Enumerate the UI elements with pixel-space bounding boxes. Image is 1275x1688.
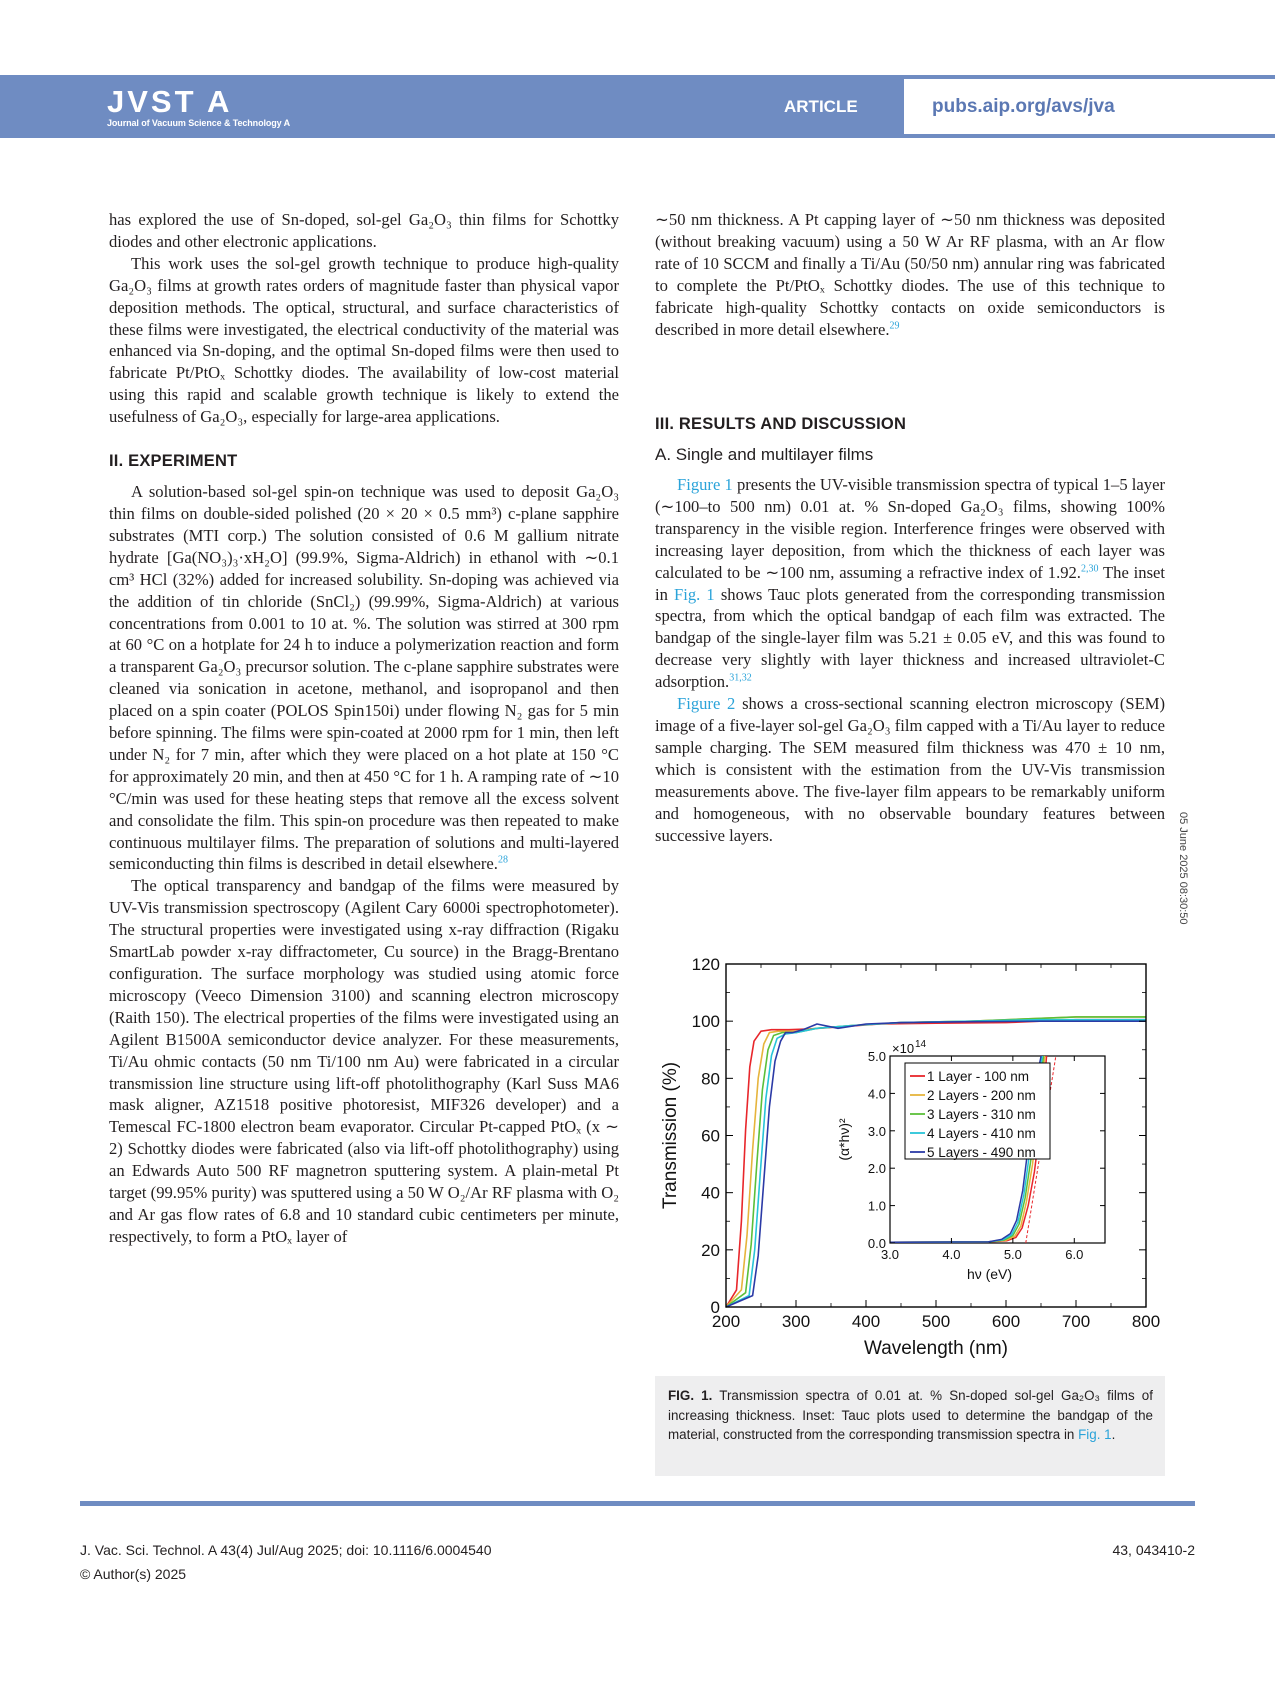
x-tick-label: 700 [1061,1312,1091,1331]
x-tick-label: 200 [711,1312,741,1331]
right-column-results [655,413,1165,846]
x-tick-label: 400 [851,1312,881,1331]
inset-y-tick-label: 1.0 [867,1198,886,1214]
inset-x-tick-label: 4.0 [942,1247,961,1262]
legend-label-3: 3 Layers - 310 nm [927,1107,1036,1122]
legend-label-2: 2 Layers - 200 nm [927,1088,1036,1103]
paragraph-figure2 [655,693,1165,846]
y-tick-label: 20 [701,1240,720,1260]
x-tick-label: 600 [991,1312,1021,1331]
reference-link[interactable]: 28 [497,854,508,866]
inset-y-tick-label: 0.0 [867,1236,886,1251]
paragraph-text: shows a cross-sectional scanning electron microscopy (SEM) image of a five-layer sol-gel Ga₂O₃ film capped with a Ti/Au layer to reduce sample charging. The SEM measured film thickness was 470 ± 10 nm, which is consistent with the estimation from the UV-Vis transmission measurements above. The five-layer film appears to be remarkably uniform and homogeneous, with no observable boundary features between successive layers. [655,694,1165,845]
figure-caption [655,1376,1165,1476]
x-tick-label: 800 [1131,1312,1161,1331]
y-tick-label: 0 [710,1298,720,1317]
figure-1-chart [655,950,1165,1362]
paragraph-figure1 [655,474,1165,693]
paragraph-intro-end: has explored the use of Sn-doped, sol-gel Ga₂O₃ thin films for Schottky diodes and other electronic applications. [109,210,619,251]
legend-label-4: 4 Layers - 410 nm [927,1126,1036,1141]
section-heading-experiment: II. EXPERIMENT [109,452,238,471]
footer-citation [80,1538,491,1586]
reference-link[interactable]: 2,30 [1080,563,1099,575]
legend-label-5: 5 Layers - 490 nm [927,1145,1036,1160]
paragraph-text: shows Tauc plots generated from the corresponding transmission spectra, from which the optical bandgap of each film was extracted. The bandgap of the single-layer film was 5.21 ± 0.05 eV, and this was found to decrease very slightly with layer thickness and increased ultraviolet-C adsorption. [655,584,1165,692]
figure-link[interactable]: Fig. 1 [1078,1427,1112,1442]
inset-y-tick-label: 2.0 [867,1161,886,1177]
left-column [109,209,619,1248]
y-tick-label: 80 [701,1069,720,1089]
y-tick-label: 120 [691,955,720,974]
paragraph-text: presents the UV-visible transmission spectra of typical 1–5 layer (∼100–to 500 nm) 0.01 at. % Sn-doped Ga₂O₃ films, showing 100% transparency in the visible region. Interference fringes were observed with increasing layer deposition, from which the thickness of each layer was calculated to be ∼100 nm, assuming a refractive index of 1.92. [655,475,1165,582]
reference-link[interactable]: 29 [889,320,900,331]
reference-link[interactable]: 31,32 [729,672,752,684]
y-tick-label: 40 [701,1183,720,1203]
logo-subtitle: Journal of Vacuum Science & Technology A [107,118,291,128]
download-timestamp [1170,812,1189,945]
paragraph-text: ∼50 nm thickness. A Pt capping layer of ∼50 nm thickness was deposited (without breaking vacuum) using a 50 W Ar RF plasma, with an Ar flow rate of 10 SCCM and finally a Ti/Au (50/50 nm) annular ring was fabricated to complete the Pt/PtOₓ Schottky diodes. The use of this technique to fabricate high-quality Schottky contacts on oxide semiconductors is described in more detail elsewhere. [655,210,1165,339]
inset-y-tick-label: 5.0 [867,1049,886,1064]
inset-x-tick-label: 3.0 [880,1247,900,1262]
inset-x-tick-label: 6.0 [1065,1247,1084,1262]
copyright-line: © Author(s) 2025 [80,1566,187,1582]
inset-y-axis-label: (α*hν)² [836,1118,852,1161]
inset-y-tick-label: 4.0 [867,1086,886,1102]
subsection-heading-films: A. Single and multilayer films [655,445,874,464]
citation-line[interactable]: J. Vac. Sci. Technol. A 43(4) Jul/Aug 2025; doi: 10.1116/6.0004540 [80,1542,492,1558]
footer-rule [80,1501,1195,1506]
x-tick-label: 500 [921,1312,951,1331]
caption-text: Transmission spectra of 0.01 at. % Sn-doped sol-gel Ga₂O₃ films of increasing thickness. Inset: Tauc plots used to determine the bandgap of the material, constructed from the corresponding transmission spectra in [668,1388,1153,1442]
caption-end: . [1111,1427,1116,1442]
paragraph-this-work: This work uses the sol-gel growth technique to produce high-quality Ga₂O₃ films at growth rates orders of magnitude faster than physical vapor deposition methods. The optical, structural, and surface characteristics of these films were investigated, the electrical conductivity of the material was enhanced via Sn-doping, and the optimal Sn-doped films were then used to fabricate Pt/PtOₓ Schottky diodes. The availability of low-cost material using this rapid and scalable growth technique is likely to extend the usefulness of Ga₂O₃, especially for large-area applications. [109,253,619,427]
inset-plot [836,1039,1105,1282]
journal-url-link[interactable]: pubs.aip.org/avs/jva [932,96,1115,117]
x-axis-label: Wavelength (nm) [864,1338,1008,1359]
timestamp-text: 05 June 2025 08:30:50 [1177,812,1189,925]
caption-label: FIG. 1. [668,1388,713,1403]
section-heading-results: III. RESULTS AND DISCUSSION [655,415,907,433]
y-axis-label: Transmission (%) [660,1061,681,1210]
y-tick-label: 60 [701,1126,720,1146]
legend-label-1: 1 Layer - 100 nm [927,1069,1030,1084]
paragraph-characterization: The optical transparency and bandgap of the films were measured by UV-Vis transmission spectroscopy (Agilent Cary 6000i spectrophotometer). The structural properties were investigated using x-ray diffraction (Rigaku SmartLab powder x-ray diffractometer, Cu source) in the Bragg-Brentano configuration. The surface morphology was studied using atomic force microscopy (Veeco Dimension 3100) and scanning electron microscopy (Raith 150). The electrical properties of the films were investigated using an Agilent B1500A semiconductor device analyzer. For these measurements, Ti/Au ohmic contacts (50 nm Ti/100 nm Au) were fabricated in a circular transmission line structure using lift-off photolithography (Karl Suss MA6 mask aligner, AZ1518 positive photoresist, MIF326 developer) and a Temescal FC-1800 electron beam evaporator. Circular Pt-capped PtOₓ (x ∼ 2) Schottky diodes were fabricated (also via lift-off photolithography) using an Edwards Auto 500 RF magnetron sputtering system. A plain-metal Pt target (99.95% purity) was sputtered using a 50 W O₂/Ar RF plasma with O₂ and Ar gas flow rates of 6.8 and 10 standard cubic centimeters per minute, respectively, to form a PtOₓ layer of [109,876,619,1246]
logo-text: JVST A [107,84,233,119]
inset-y-tick-label: 3.0 [867,1123,886,1139]
inset-exponent-label: ×10 [892,1041,915,1056]
paragraph-sol-gel-method [109,481,619,875]
right-column-top [655,209,1165,340]
article-type-label: ARTICLE [784,97,858,116]
inset-x-tick-label: 5.0 [1003,1247,1022,1262]
inset-x-axis-label: hν (eV) [966,1266,1013,1282]
figure-link[interactable]: Figure 1 [677,475,733,494]
x-tick-label: 300 [781,1312,811,1331]
figure-link[interactable]: Figure 2 [677,694,736,714]
inset-exponent-value: 14 [915,1039,927,1050]
journal-logo[interactable] [107,84,291,129]
paragraph-pt-capping [655,209,1165,340]
page-number: 43, 043410-2 [1112,1542,1195,1558]
paragraph-text: The inset in [655,562,1166,604]
paragraph-text: A solution-based sol-gel spin-on technique was used to deposit Ga₂O₃ thin films on double-sided polished (20 × 20 × 0.5 mm³) c-plane sapphire substrates (MTI corp.) The solution consisted of 0.6 M gallium nitrate hydrate [Ga(NO₃)₃·xH₂O] (99.9%, Sigma-Aldrich) in ethanol with ∼0.1 cm³ HCl (32%) added for increased solubility. Sn-doping was achieved via the addition of tin chloride (SnCl₂) (99.99%, Sigma-Aldrich) at various concentrations from 0.001 to 10 at. %. The solution was stirred at 300 rpm at 60 °C on a hotplate for 24 h to induce a polymerization reaction and form a transparent Ga₂O₃ precursor solution. The c-plane sapphire substrates were cleaned via sonication in acetone, methanol, and isopropanol and then placed on a spin coater (POLOS Spin150i) under flowing N₂ gas for 5 min before spinning. The films were spin-coated at 2000 rpm for 1 min, then left under N₂ for 7 min, after which they were placed on a hot plate at 150 °C for approximately 20 min, and then at 450 °C for 1 h. A ramping rate of ∼10 °C/min was used for these heating steps that remove all the excess solvent and consolidate the film. This spin-on procedure was then repeated to make continuous multilayer films. The preparation of solutions and multi-layered semiconducting thin films is described in detail elsewhere. [109,482,619,874]
y-tick-label: 100 [691,1012,720,1032]
figure-link[interactable]: Fig. 1 [674,584,715,604]
